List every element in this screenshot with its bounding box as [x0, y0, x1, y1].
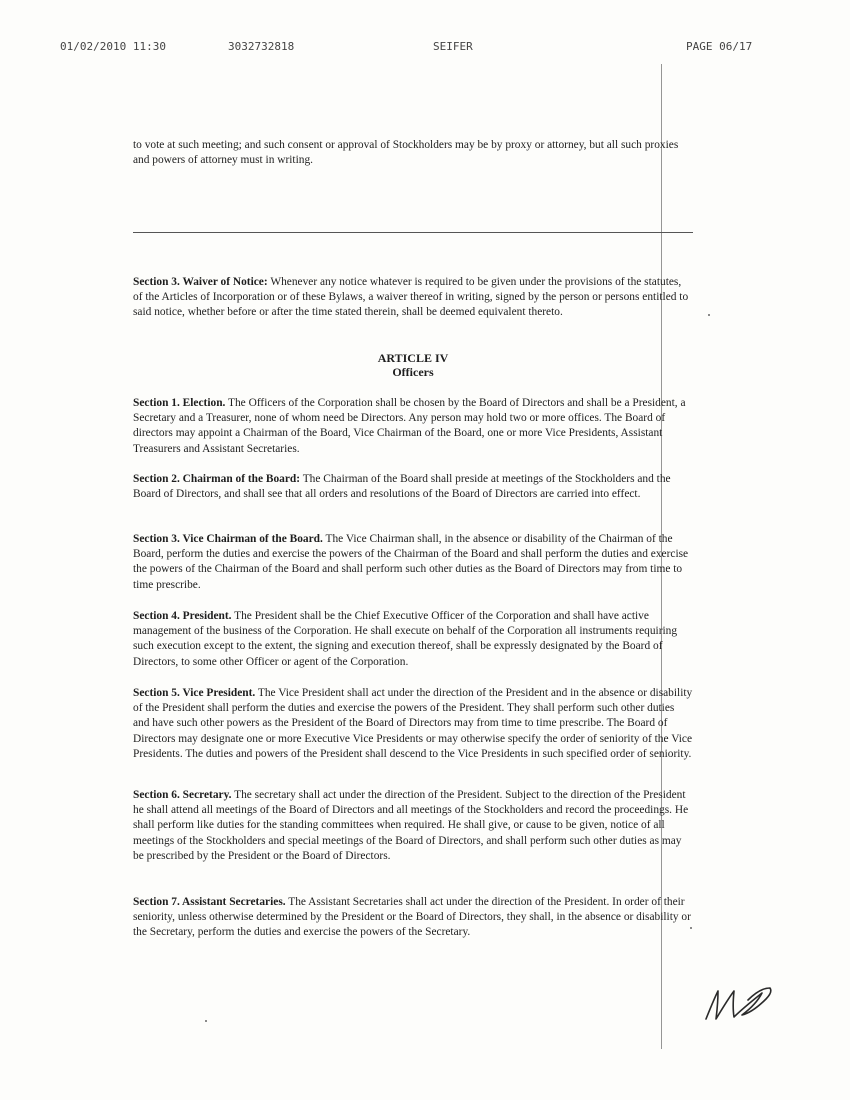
- article-number: ARTICLE IV: [377, 351, 449, 365]
- section-vice-chairman: [133, 532, 693, 593]
- section-text: The President shall be the Chief Executive Officer of the Corporation and shall have active management of the business of the Corporation. He shall execute on behalf of the Corporation all instruments requiring such execution except to the extent, the signing and execution thereof, shall be expressly designated by the Board of Directors, to some other Officer or agent of the Corporation.: [133, 610, 678, 668]
- scan-speck: [708, 314, 710, 316]
- section-secretary: [133, 788, 693, 864]
- fax-header: [0, 40, 850, 56]
- section-text: The Officers of the Corporation shall be chosen by the Board of Directors and shall be a President, a Secretary and a Treasurer, none of whom need be Directors. Any person may hold two or more offices. The Board of directors may appoint a Chairman of the Board, Vice Chairman of the Board, one or more Vice Presidents, Assistant Treasurers and Assistant Secretaries.: [133, 397, 686, 455]
- article-title: Officers: [392, 365, 434, 379]
- section-text: The Vice Chairman shall, in the absence or disability of the Chairman of the Board, perform the duties and exercise the powers of the Chairman of the Board and shall perform the duties and exercise the powers of the Chairman of the Board and shall perform such other duties as the Board of Directors may from time to time prescribe.: [133, 533, 689, 591]
- section-heading: Section 7. Assistant Secretaries.: [133, 896, 286, 908]
- section-heading: Section 1. Election.: [133, 397, 226, 409]
- fax-datetime: 01/02/2010 11:30: [60, 40, 166, 53]
- section-president: [133, 609, 693, 670]
- section-assistant-secretaries: [133, 895, 693, 941]
- fax-phone-number: 3032732818: [228, 40, 295, 53]
- section-text: Whenever any notice whatever is required to be given under the provisions of the statutes, of the Articles of Incorporation or of these Bylaws, a waiver thereof in writing, signed by the person or persons entitled to said notice, whether before or after the time stated therein, shall be deemed equivalent thereto.: [133, 276, 689, 319]
- section-election: [133, 396, 693, 457]
- section-text: The Vice President shall act under the direction of the President and in the absence or disability of the President shall perform the duties and exercise the powers of the President. They shall perform such other duties and have such other powers as the President of the Board of Directors may from time to time prescribe. The Board of Directors may designate one or more Executive Vice Presidents or may otherwise specify the order of seniority of the Vice Presidents. The duties and powers of the President shall descend to the Vice Presidents in such specified order of seniority.: [133, 687, 693, 760]
- section-chairman: [133, 472, 693, 502]
- section-heading: Section 2. Chairman of the Board:: [133, 473, 301, 485]
- section-vice-president: [133, 686, 693, 762]
- fax-sender: SEIFER: [433, 40, 473, 53]
- section-heading: Section 6. Secretary.: [133, 789, 232, 801]
- section-text: The Chairman of the Board shall preside at meetings of the Stockholders and the Board of Directors, and shall see that all orders and resolutions of the Board of Directors are carried into effect.: [133, 473, 671, 501]
- handwritten-initials: [700, 975, 775, 1030]
- fax-page-number: PAGE 06/17: [686, 40, 753, 53]
- scan-speck: [690, 927, 692, 929]
- section-heading: Section 3. Vice Chairman of the Board.: [133, 533, 323, 545]
- scan-speck: [205, 1020, 207, 1022]
- section-waiver-of-notice: [133, 275, 693, 321]
- section-text: The secretary shall act under the direction of the President. Subject to the direction of the President he shall attend all meetings of the Board of Directors and all meetings of the Stockholders and record the proceedings. He shall perform like duties for the standing committees when required. He shall give, or cause to be given, notice of all meetings of the Stockholders and special meetings of the Board of Directors, and shall perform such other duties as may be prescribed by the President or the Board of Directors.: [133, 789, 689, 862]
- section-heading: Section 3. Waiver of Notice:: [133, 276, 268, 288]
- section-heading: Section 4. President.: [133, 610, 232, 622]
- continuation-paragraph: to vote at such meeting; and such consent or approval of Stockholders may be by proxy or attorney, but all such proxies and powers of attorney must in writing.: [133, 139, 679, 167]
- section-heading: Section 5. Vice President.: [133, 687, 256, 699]
- horizontal-rule: [133, 232, 693, 233]
- section-text: The Assistant Secretaries shall act under the direction of the President. In order of their seniority, unless otherwise determined by the President or the Board of Directors, they shall, in the absence or disability or the Secretary, perform the duties and exercise the powers of the Secretary.: [133, 896, 691, 939]
